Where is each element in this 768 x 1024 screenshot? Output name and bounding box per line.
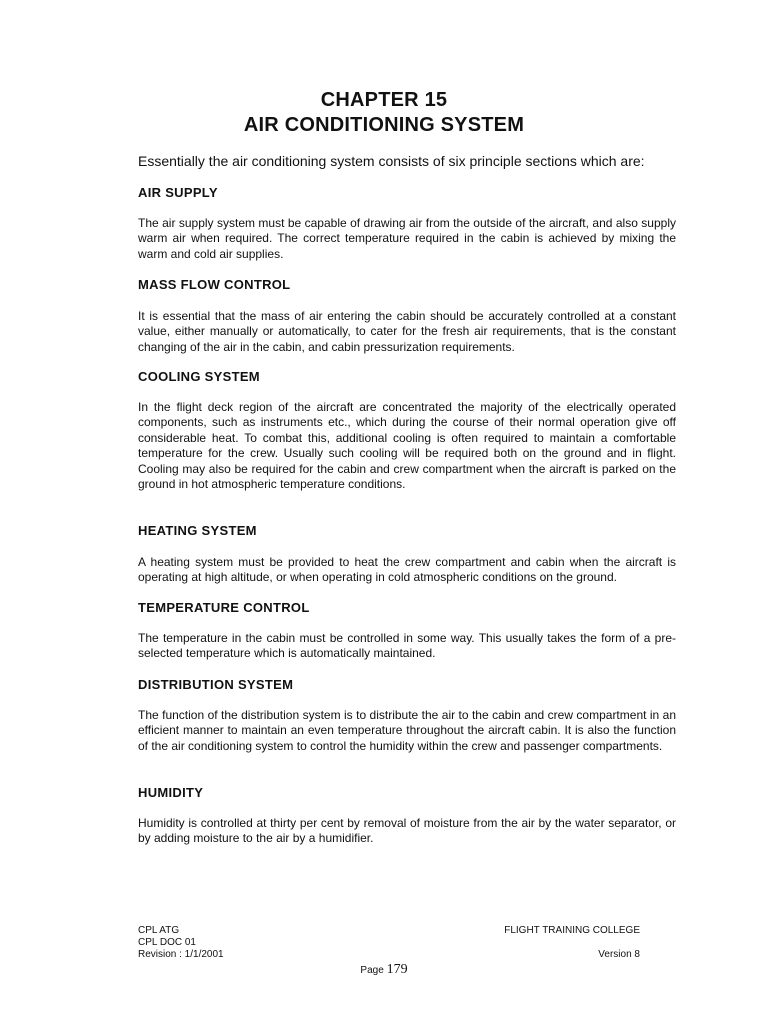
section-heading-cooling-system: COOLING SYSTEM [138,369,260,384]
section-heading-air-supply: AIR SUPPLY [138,185,218,200]
footer-left [138,925,224,961]
footer-course-code: CPL ATG [138,925,180,936]
page-number [0,962,768,978]
footer-version: Version 8 [598,949,640,960]
intro-text: Essentially the air conditioning system consists of six principle sections which are: [138,153,645,169]
section-body-temperature-control: The temperature in the cabin must be controlled in some way. This usually takes the form of a pre-selected temperature which is automatically maintained. [138,631,676,661]
footer-revision: Revision : 1/1/2001 [138,949,224,960]
section-heading-heating-system: HEATING SYSTEM [138,523,257,538]
footer-organization: FLIGHT TRAINING COLLEGE [504,925,640,936]
section-body-distribution-system: The function of the distribution system is to distribute the air to the cabin and crew compartment in an efficient manner to maintain an even temperature throughout the aircraft cabin. It is also the function of the air conditioning system to control the humidity within the crew and passenger compartments. [138,708,676,753]
footer-doc-code: CPL DOC 01 [138,937,196,948]
section-heading-temperature-control: TEMPERATURE CONTROL [138,600,310,615]
section-body-air-supply: The air supply system must be capable of drawing air from the outside of the aircraft, and also supply warm air when required. The correct temperature required in the cabin is achieved by mixing the warm and cold air supplies. [138,216,676,261]
page-label: Page [360,965,384,976]
section-heading-distribution-system: DISTRIBUTION SYSTEM [138,677,294,692]
section-heading-humidity: HUMIDITY [138,785,204,800]
chapter-title: AIR CONDITIONING SYSTEM [243,114,525,136]
section-body-heating-system: A heating system must be provided to heat the crew compartment and cabin when the aircraft is operating at high altitude, or when operating in cold atmospheric conditions on the ground. [138,555,676,585]
section-body-humidity: Humidity is controlled at thirty per cent by removal of moisture from the air by the water separator, or by adding moisture to the air by a humidifier. [138,816,676,846]
page-number-value: 179 [386,962,408,977]
section-body-mass-flow-control: It is essential that the mass of air entering the cabin should be accurately controlled at a constant value, either manually or automatically, to cater for the fresh air requirements, that is the constant changing of the air in the cabin, and cabin pressurization requirements. [138,309,676,354]
section-body-cooling-system: In the flight deck region of the aircraft are concentrated the majority of the electrically operated components, such as instruments etc., which during the course of their normal operation give off considerable heat. To combat this, additional cooling is often required to maintain a comfortable temperature for the crew. Usually such cooling will be required both on the ground and in flight. Cooling may also be required for the cabin and crew compartment when the aircraft is parked on the ground in hot atmospheric temperature conditions. [138,400,676,492]
footer-right [504,925,640,961]
chapter-number: CHAPTER 15 [320,89,448,111]
section-heading-mass-flow-control: MASS FLOW CONTROL [138,277,291,292]
